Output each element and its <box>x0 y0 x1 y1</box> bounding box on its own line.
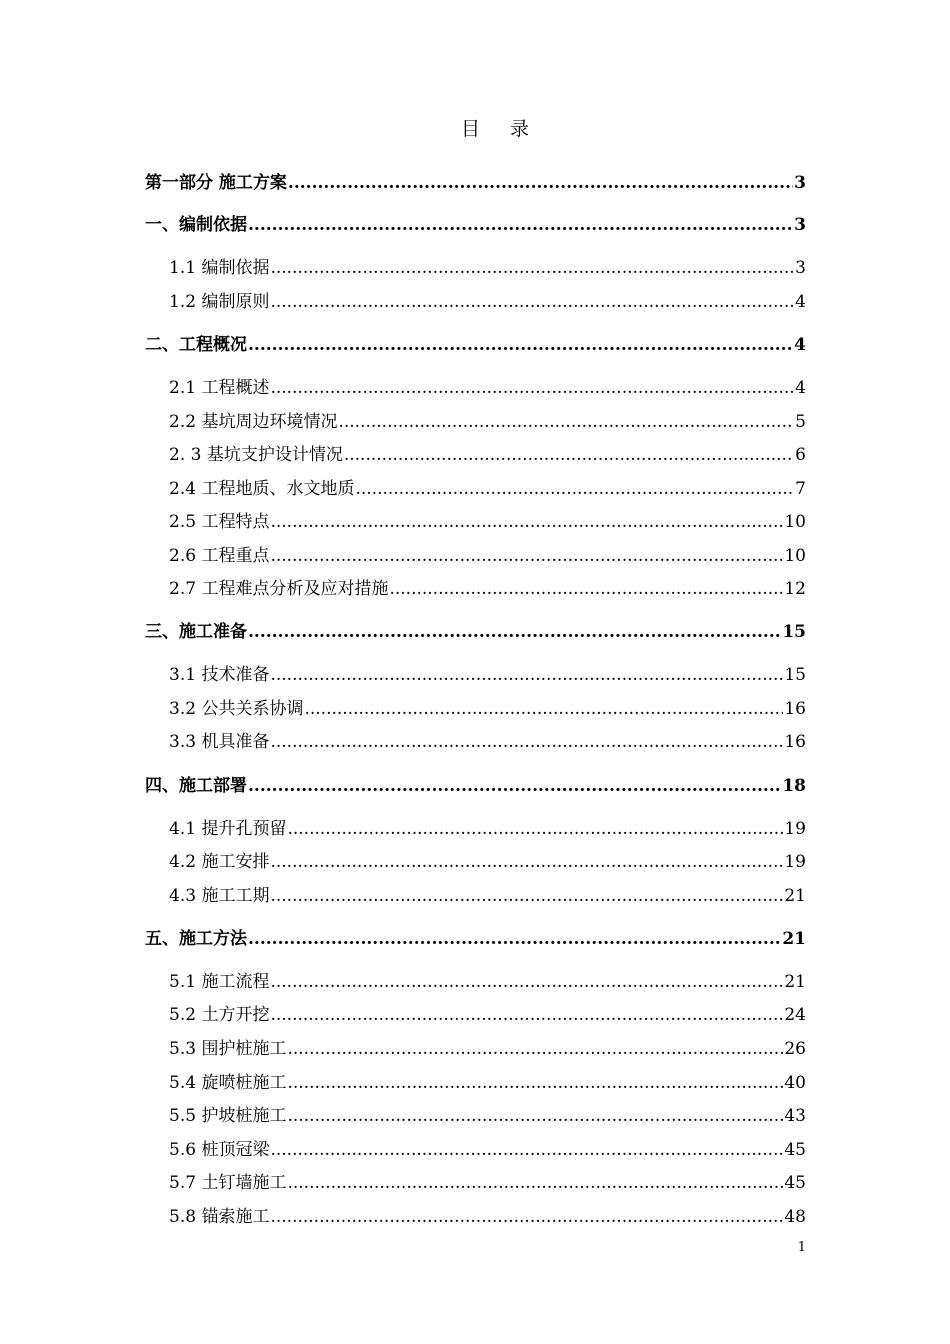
toc-entry-page: 10 <box>784 512 806 532</box>
toc-entry-label: 2.5 工程特点 <box>169 512 270 532</box>
toc-entry-label: 4.1 提升孔预留 <box>169 819 287 839</box>
toc-dot-leader <box>287 1039 783 1059</box>
toc-entry-page: 40 <box>784 1073 806 1093</box>
toc-entry-page: 48 <box>784 1207 806 1227</box>
toc-entry-label: 5.2 土方开挖 <box>169 1005 270 1025</box>
toc-entry-section[interactable] <box>145 168 806 193</box>
toc-entry-subsection[interactable] <box>169 1068 806 1093</box>
toc-entry-page: 3 <box>795 258 806 278</box>
toc-dot-leader <box>270 1005 783 1025</box>
toc-entry-subsection[interactable] <box>169 1101 806 1126</box>
toc-dot-leader <box>270 378 794 398</box>
toc-entry-label: 一、编制依据 <box>145 215 247 235</box>
toc-entry-page: 45 <box>784 1140 806 1160</box>
toc-dot-leader <box>270 732 783 752</box>
toc-entry-page: 10 <box>784 546 806 566</box>
toc-entry-page: 21 <box>784 972 806 992</box>
toc-entry-page: 45 <box>784 1173 806 1193</box>
toc-entry-section[interactable] <box>145 924 806 949</box>
toc-entry-page: 21 <box>784 886 806 906</box>
toc-entry-label: 5.7 土钉墙施工 <box>169 1173 287 1193</box>
toc-dot-leader <box>270 972 783 992</box>
toc-entry-subsection[interactable] <box>169 727 806 752</box>
toc-entry-label: 5.8 锚索施工 <box>169 1207 270 1227</box>
toc-entry-page: 19 <box>784 819 806 839</box>
toc-dot-leader <box>288 173 793 193</box>
toc-entry-page: 15 <box>782 622 806 642</box>
toc-title <box>0 114 950 141</box>
toc-dot-leader <box>248 776 781 796</box>
toc-entry-subsection[interactable] <box>169 574 806 599</box>
toc-dot-leader <box>270 665 783 685</box>
toc-entry-label: 4.3 施工工期 <box>169 886 270 906</box>
toc-entry-label: 5.4 旋喷桩施工 <box>169 1073 287 1093</box>
toc-title-char-1: 目 <box>460 118 480 140</box>
toc-dot-leader <box>270 1207 783 1227</box>
toc-entry-page: 5 <box>795 412 806 432</box>
toc-entry-page: 15 <box>784 665 806 685</box>
toc-dot-leader <box>389 579 783 599</box>
toc-dot-leader <box>270 512 783 532</box>
toc-entry-section[interactable] <box>145 210 806 235</box>
toc-entry-page: 43 <box>784 1106 806 1126</box>
toc-entry-subsection[interactable] <box>169 847 806 872</box>
toc-dot-leader <box>355 479 794 499</box>
toc-entry-page: 4 <box>795 378 806 398</box>
toc-entry-page: 16 <box>784 732 806 752</box>
toc-entry-label: 2.4 工程地质、水文地质 <box>169 479 355 499</box>
toc-entry-label: 5.6 桩顶冠梁 <box>169 1140 270 1160</box>
toc-entry-page: 21 <box>782 929 806 949</box>
toc-entry-page: 19 <box>784 852 806 872</box>
toc-dot-leader <box>344 445 794 465</box>
toc-dot-leader <box>248 929 781 949</box>
toc-dot-leader <box>287 1173 783 1193</box>
toc-entry-subsection[interactable] <box>169 440 806 465</box>
toc-entry-label: 1.1 编制依据 <box>169 258 270 278</box>
toc-entry-label: 2.1 工程概述 <box>169 378 270 398</box>
toc-entry-subsection[interactable] <box>169 1034 806 1059</box>
toc-entry-section[interactable] <box>145 771 806 796</box>
toc-dot-leader <box>304 699 783 719</box>
toc-entry-label: 2.7 工程难点分析及应对措施 <box>169 579 389 599</box>
toc-dot-leader <box>270 546 783 566</box>
toc-entry-subsection[interactable] <box>169 253 806 278</box>
toc-entry-label: 5.3 围护桩施工 <box>169 1039 287 1059</box>
toc-entry-label: 2. 3 基坑支护设计情况 <box>169 445 343 465</box>
toc-dot-leader <box>287 1106 783 1126</box>
toc-entry-subsection[interactable] <box>169 507 806 532</box>
toc-dot-leader <box>248 622 781 642</box>
toc-entry-subsection[interactable] <box>169 1135 806 1160</box>
toc-entry-subsection[interactable] <box>169 660 806 685</box>
toc-dot-leader <box>248 215 793 235</box>
toc-entry-label: 五、施工方法 <box>145 929 247 949</box>
toc-entry-label: 3.2 公共关系协调 <box>169 699 304 719</box>
toc-entry-subsection[interactable] <box>169 1202 806 1227</box>
toc-entry-page: 24 <box>784 1005 806 1025</box>
toc-dot-leader <box>270 258 794 278</box>
toc-entry-label: 5.5 护坡桩施工 <box>169 1106 287 1126</box>
toc-entry-page: 7 <box>795 479 806 499</box>
toc-entry-subsection[interactable] <box>169 407 806 432</box>
toc-entry-subsection[interactable] <box>169 967 806 992</box>
toc-dot-leader <box>270 852 783 872</box>
toc-entry-label: 2.2 基坑周边环境情况 <box>169 412 338 432</box>
toc-entry-page: 3 <box>794 215 806 235</box>
toc-entry-page: 26 <box>784 1039 806 1059</box>
toc-title-char-2: 录 <box>510 118 530 140</box>
toc-entry-subsection[interactable] <box>169 474 806 499</box>
toc-entry-label: 四、施工部署 <box>145 776 247 796</box>
toc-entry-label: 3.1 技术准备 <box>169 665 270 685</box>
toc-dot-leader <box>287 819 783 839</box>
toc-entry-subsection[interactable] <box>169 694 806 719</box>
toc-entry-page: 18 <box>782 776 806 796</box>
toc-entry-subsection[interactable] <box>169 1000 806 1025</box>
toc-dot-leader <box>287 1073 783 1093</box>
toc-entry-label: 3.3 机具准备 <box>169 732 270 752</box>
toc-entry-subsection[interactable] <box>169 287 806 312</box>
toc-dot-leader <box>270 292 794 312</box>
toc-entry-page: 12 <box>784 579 806 599</box>
toc-entry-label: 1.2 编制原则 <box>169 292 270 312</box>
toc-entry-subsection[interactable] <box>169 541 806 566</box>
toc-entry-label: 4.2 施工安排 <box>169 852 270 872</box>
toc-entry-page: 4 <box>794 335 806 355</box>
toc-entry-label: 二、工程概况 <box>145 335 247 355</box>
toc-entry-page: 6 <box>795 445 806 465</box>
page-number: 1 <box>797 1240 806 1255</box>
toc-entry-label: 三、施工准备 <box>145 622 247 642</box>
toc-entry-section[interactable] <box>145 330 806 355</box>
toc-entry-subsection[interactable] <box>169 373 806 398</box>
toc-dot-leader <box>338 412 794 432</box>
toc-entry-subsection[interactable] <box>169 881 806 906</box>
toc-dot-leader <box>248 335 793 355</box>
toc-entry-page: 4 <box>795 292 806 312</box>
toc-entry-page: 3 <box>794 173 806 193</box>
toc-entry-subsection[interactable] <box>169 1168 806 1193</box>
toc-dot-leader <box>270 886 783 906</box>
toc-entry-subsection[interactable] <box>169 814 806 839</box>
toc-entry-label: 5.1 施工流程 <box>169 972 270 992</box>
toc-entry-label: 2.6 工程重点 <box>169 546 270 566</box>
toc-dot-leader <box>270 1140 783 1160</box>
toc-entry-page: 16 <box>784 699 806 719</box>
toc-entry-label: 第一部分 施工方案 <box>145 173 287 193</box>
toc-entry-section[interactable] <box>145 617 806 642</box>
